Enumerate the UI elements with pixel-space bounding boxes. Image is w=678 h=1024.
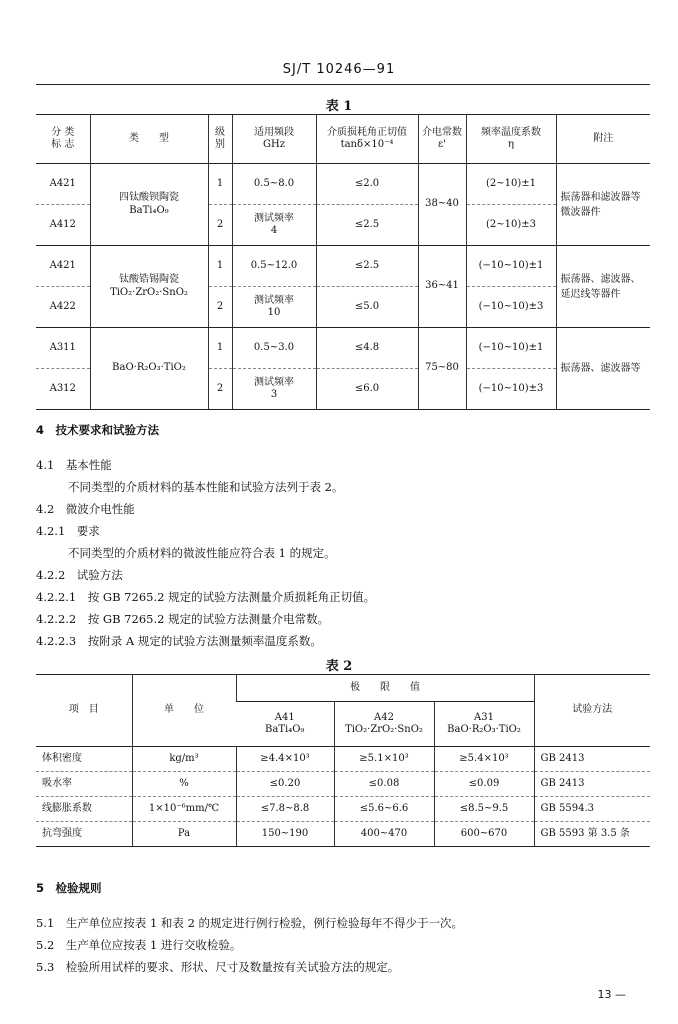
- section-5-1: 5.1 生产单位应按表 1 和表 2 的规定进行例行检验，例行检验每年不得少于一次。: [36, 916, 464, 930]
- table-row: [36, 328, 650, 369]
- cell-value: ≥5.4×10³: [434, 747, 534, 772]
- cell-category: A421: [36, 246, 90, 287]
- th-note: 附注: [556, 115, 650, 164]
- cell-category: A412: [36, 205, 90, 246]
- cell-note: 振荡器和滤波器等微波器件: [556, 164, 650, 246]
- section-4-2-heading: 4.2 微波介电性能: [36, 502, 135, 516]
- table-row: [36, 164, 650, 205]
- cell-level: 2: [208, 369, 232, 410]
- section-5-heading: 5 检验规则: [36, 881, 102, 895]
- microwave-properties-table: [36, 115, 650, 410]
- section-4-2-1-text: 不同类型的介质材料的微波性能应符合表 1 的规定。: [68, 546, 336, 560]
- cell-value: ≥5.1×10³: [334, 747, 434, 772]
- th-unit: 单 位: [132, 675, 236, 747]
- cell-value: ≤8.5~9.5: [434, 797, 534, 822]
- cell-loss: ≤4.8: [316, 328, 418, 369]
- cell-band: 测试频率 10: [232, 287, 316, 328]
- cell-value: ≥4.4×10³: [236, 747, 334, 772]
- th-a42: A42 TiO₂·ZrO₂·SnO₂: [334, 702, 434, 747]
- standard-code-header: SJ/T 10246—91: [282, 62, 396, 77]
- cell-band: 0.5~3.0: [232, 328, 316, 369]
- cell-loss: ≤2.5: [316, 246, 418, 287]
- cell-item: 抗弯强度: [36, 822, 132, 847]
- cell-item: 线膨胀系数: [36, 797, 132, 822]
- cell-band: 0.5~8.0: [232, 164, 316, 205]
- cell-note: 振荡器、滤波器、延迟线等器件: [556, 246, 650, 328]
- cell-eps: 38~40: [418, 164, 466, 246]
- cell-type: 钛酸锆锡陶瓷 TiO₂·ZrO₂·SnO₂: [90, 246, 208, 328]
- cell-level: 1: [208, 164, 232, 205]
- cell-value: 400~470: [334, 822, 434, 847]
- cell-unit: Pa: [132, 822, 236, 847]
- th-eps: 介电常数 ε': [418, 115, 466, 164]
- th-limit: 极 限 值: [236, 675, 534, 702]
- th-tcf: 频率温度系数 η: [466, 115, 556, 164]
- table1-header-row: [36, 115, 650, 164]
- cell-tcf: (−10~10)±3: [466, 369, 556, 410]
- cell-level: 2: [208, 205, 232, 246]
- table-row: [36, 797, 650, 822]
- cell-band: 测试频率 4: [232, 205, 316, 246]
- th-a31: A31 BaO·R₂O₃·TiO₂: [434, 702, 534, 747]
- cell-category: A312: [36, 369, 90, 410]
- cell-note: 振荡器、滤波器等: [556, 328, 650, 410]
- section-4-2-1-heading: 4.2.1 要求: [36, 524, 100, 538]
- table2-title: 表 2: [325, 659, 353, 674]
- cell-category: A311: [36, 328, 90, 369]
- cell-category: A421: [36, 164, 90, 205]
- cell-level: 2: [208, 287, 232, 328]
- cell-value: ≤7.8~8.8: [236, 797, 334, 822]
- cell-level: 1: [208, 328, 232, 369]
- cell-loss: ≤5.0: [316, 287, 418, 328]
- cell-tcf: (−10~10)±1: [466, 328, 556, 369]
- cell-item: 吸水率: [36, 772, 132, 797]
- cell-loss: ≤2.0: [316, 164, 418, 205]
- section-4-2-2-2: 4.2.2.2 按 GB 7265.2 规定的试验方法测量介电常数。: [36, 612, 330, 626]
- cell-value: 150~190: [236, 822, 334, 847]
- cell-method: GB 5593 第 3.5 条: [534, 822, 650, 847]
- section-4-1-heading: 4.1 基本性能: [36, 458, 112, 472]
- cell-value: ≤0.20: [236, 772, 334, 797]
- th-level: 级 别: [208, 115, 232, 164]
- table2-header-row: [36, 675, 650, 702]
- header-rule: [36, 84, 650, 85]
- table-row: [36, 747, 650, 772]
- section-5-2: 5.2 生产单位应按表 1 进行交收检验。: [36, 938, 242, 952]
- cell-unit: %: [132, 772, 236, 797]
- cell-type: BaO·R₂O₃·TiO₂: [90, 328, 208, 410]
- section-4-heading: 4 技术要求和试验方法: [36, 423, 160, 437]
- cell-eps: 36~41: [418, 246, 466, 328]
- section-4-2-2-1: 4.2.2.1 按 GB 7265.2 规定的试验方法测量介质损耗角正切值。: [36, 590, 376, 604]
- th-loss: 介质损耗角正切值 tanδ×10⁻⁴: [316, 115, 418, 164]
- table-row: [36, 822, 650, 847]
- cell-loss: ≤6.0: [316, 369, 418, 410]
- cell-method: GB 5594.3: [534, 797, 650, 822]
- cell-tcf: (−10~10)±3: [466, 287, 556, 328]
- table-row: [36, 772, 650, 797]
- cell-method: GB 2413: [534, 772, 650, 797]
- cell-band: 测试频率 3: [232, 369, 316, 410]
- cell-value: 600~670: [434, 822, 534, 847]
- table-row: [36, 246, 650, 287]
- cell-tcf: (2~10)±3: [466, 205, 556, 246]
- cell-value: ≤0.09: [434, 772, 534, 797]
- section-4-1-text: 不同类型的介质材料的基本性能和试验方法列于表 2。: [68, 480, 344, 494]
- cell-eps: 75~80: [418, 328, 466, 410]
- cell-unit: 1×10⁻⁶mm/℃: [132, 797, 236, 822]
- cell-band: 0.5~12.0: [232, 246, 316, 287]
- cell-item: 体积密度: [36, 747, 132, 772]
- cell-category: A422: [36, 287, 90, 328]
- cell-level: 1: [208, 246, 232, 287]
- th-type: 类 型: [90, 115, 208, 164]
- cell-method: GB 2413: [534, 747, 650, 772]
- th-item: 项 目: [36, 675, 132, 747]
- cell-tcf: (−10~10)±1: [466, 246, 556, 287]
- cell-value: ≤5.6~6.6: [334, 797, 434, 822]
- page-number: 13 —: [597, 988, 626, 1001]
- cell-unit: kg/m³: [132, 747, 236, 772]
- cell-type: 四钛酸钡陶瓷 BaTi₄O₉: [90, 164, 208, 246]
- th-category: 分 类 标 志: [36, 115, 90, 164]
- cell-tcf: (2~10)±1: [466, 164, 556, 205]
- basic-properties-table: [36, 675, 650, 847]
- th-method: 试验方法: [534, 675, 650, 747]
- section-4-2-2-3: 4.2.2.3 按附录 A 规定的试验方法测量频率温度系数。: [36, 634, 322, 648]
- section-5-3: 5.3 检验所用试样的要求、形状、尺寸及数量按有关试验方法的规定。: [36, 960, 400, 974]
- section-4-2-2-heading: 4.2.2 试验方法: [36, 568, 123, 582]
- th-a41: A41 BaTi₄O₉: [236, 702, 334, 747]
- th-band: 适用频段 GHz: [232, 115, 316, 164]
- cell-value: ≤0.08: [334, 772, 434, 797]
- table1-title: 表 1: [325, 99, 353, 114]
- cell-loss: ≤2.5: [316, 205, 418, 246]
